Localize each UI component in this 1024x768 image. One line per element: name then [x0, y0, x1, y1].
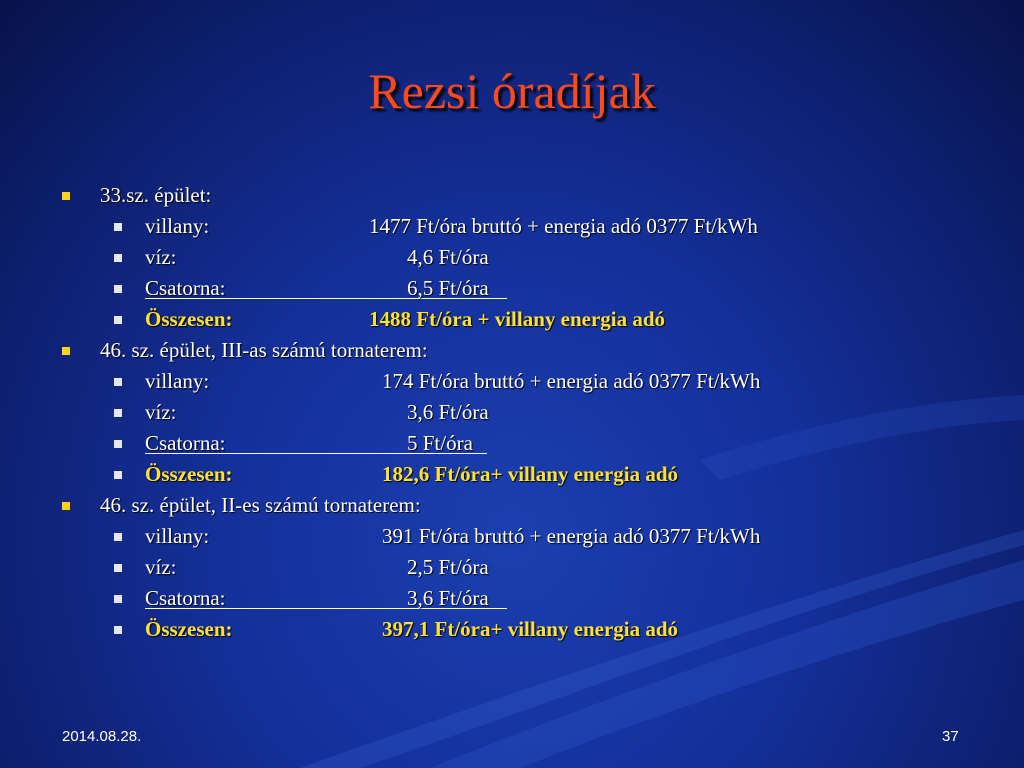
square-bullet-icon [114, 223, 122, 231]
square-bullet-icon [114, 626, 122, 634]
square-bullet-icon [62, 192, 70, 200]
square-bullet-icon [114, 285, 122, 293]
square-bullet-icon [114, 440, 122, 448]
square-bullet-icon [114, 595, 122, 603]
square-bullet-icon [114, 533, 122, 541]
square-bullet-icon [114, 378, 122, 386]
square-bullet-icon [62, 347, 70, 355]
page-number: 37 [942, 728, 959, 745]
square-bullet-icon [114, 564, 122, 572]
square-bullet-icon [114, 409, 122, 417]
square-bullet-icon [114, 316, 122, 324]
slide-title: Rezsi óradíjak [368, 63, 656, 119]
square-bullet-icon [62, 502, 70, 510]
footer-date: 2014.08.28. [62, 728, 142, 745]
square-bullet-icon [114, 471, 122, 479]
square-bullet-icon [114, 254, 122, 262]
